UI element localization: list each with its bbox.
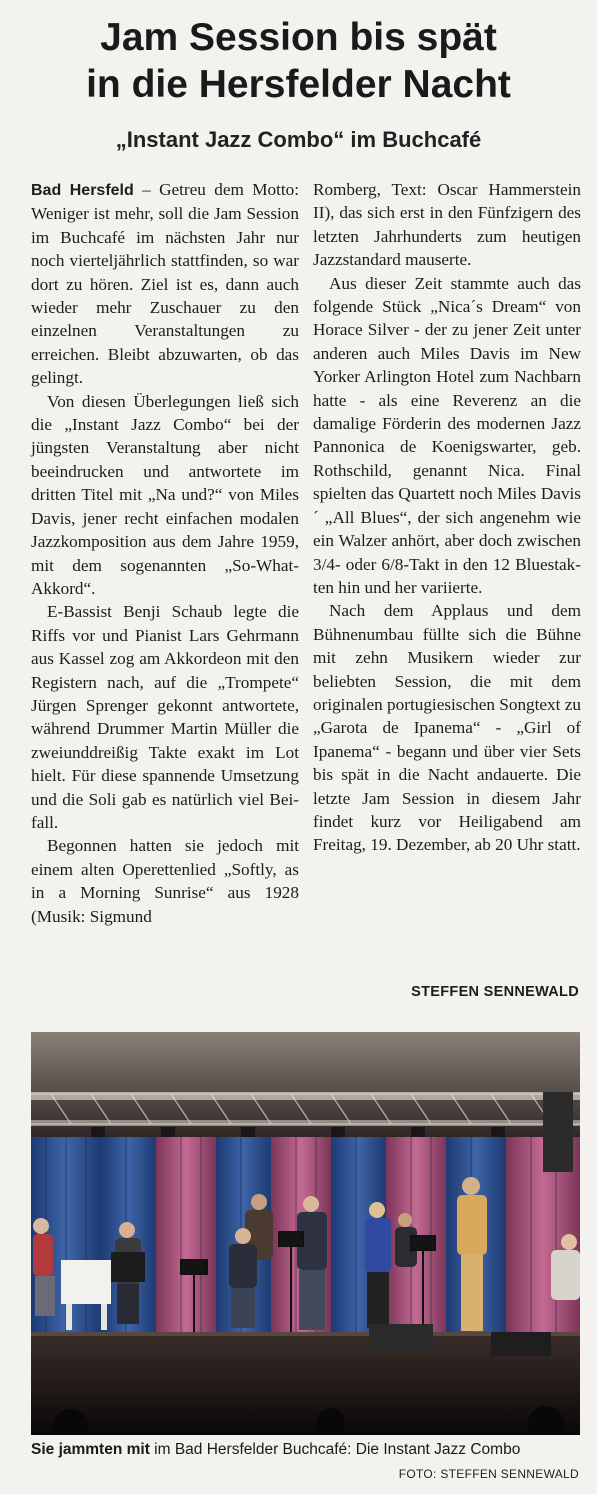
caption-text: im Bad Hersfelder Buchcafé: Die Instant Jazz Combo <box>149 1441 521 1458</box>
lead-text: – Getreu dem Motto: Weniger ist mehr, soll die Jam Session im Buchcafé im nächsten Jahr nur noch vierteljährlich stattfinden, so war dort zu hören. Ziel ist es, dann auch wieder mehr Zuschauer zu den einzelnen Veranstaltungen zu erreichen. Bleibt abzuwarten, ob das gelingt. <box>31 180 299 388</box>
headline-line-2: in die Hersfelder Nacht <box>86 63 511 106</box>
concert-photo <box>31 1032 580 1435</box>
body-paragraph: Begonnen hatten sie jedoch mit einem alten Operettenlied „Softly, as in a Morning Sunrise“ aus 1928 (Musik: Sigmund <box>31 836 299 926</box>
byline: STEFFEN SENNEWALD <box>411 984 579 1000</box>
photo-credit: FOTO: STEFFEN SENNEWALD <box>398 1467 579 1481</box>
headline-line-1: Jam Session bis spät <box>100 16 497 59</box>
body-paragraph-continued: Romberg, Text: Oscar Hammerstein II), das sich erst in den Fünfzigern des letzten Jahrhunderts zum heutigen Jazzstandard mauserte. <box>313 180 581 270</box>
lead-paragraph <box>31 178 299 390</box>
body-paragraph: Aus dieser Zeit stammte auch das folgende Stück „Nica´s Dream“ von Horace Silver - der zu jener Zeit unter anderen auch Miles Davis im New Yorker Arlington Hotel zum Nachbarn hatte - als eine Reverenz an die damalige Förderin des modernen Jazz Pannonica de Koenigswarter, geb. Rothschild, genannt Nica. Final spielten das Quartett noch Miles Davis´ „All Blues“, der sich angenehm wie ein Walzer anhört, aber doch zwischen 3/4- oder 6/8-Takt in den 12 Bluestakten hin und her variierte. <box>313 273 581 597</box>
caption-lead: Sie jammten mit <box>31 1441 150 1458</box>
concert-photo-illustration <box>31 1032 580 1435</box>
body-paragraph: Von diesen Überlegungen ließ sich die „Instant Jazz Combo“ bei der jüngsten Veranstaltung aber nicht beeindrucken und antwortete im dritten Titel mit „Na und?“ von Miles Davis, jener recht einfachen modalen Jazzkomposition aus dem Jahre 1959, mit dem sogenannten „So-What-Akkord“. <box>31 391 299 598</box>
subheadline: „Instant Jazz Combo“ im Buchcafé <box>115 127 482 152</box>
article-column-left <box>31 178 299 928</box>
headline <box>0 14 597 108</box>
article-column-right <box>313 178 581 857</box>
body-paragraph: E-Bassist Benji Schaub legte die Riffs vor und Pianist Lars Gehrmann aus Kassel zog am Akkordeon mit den Registern nach, auf die „Trompete“ Jürgen Sprenger gekonnt antwortete, während Drummer Martin Müller die zweiunddreißig Takte exakt im Lot hielt. Für diese spannende Umsetzung und die Soli gab es natürlich viel Beifall. <box>31 602 299 832</box>
body-paragraph: Nach dem Applaus und dem Bühnenumbau füllte sich die Bühne mit zehn Musikern wieder zur beliebten Session, die mit dem originalen portugiesischen Songtext zu „Garota de Ipanema“ - „Girl of Ipanema“ - begann und über vier Sets bis spät in die Nacht andauerte. Die letzte Jam Session in diesem Jahr findet kurz vor Heiligabend am Freitag, 19. Dezember, ab 20 Uhr statt. <box>313 601 581 855</box>
photo-caption <box>31 1440 581 1460</box>
dateline: Bad Hersfeld <box>31 182 134 199</box>
